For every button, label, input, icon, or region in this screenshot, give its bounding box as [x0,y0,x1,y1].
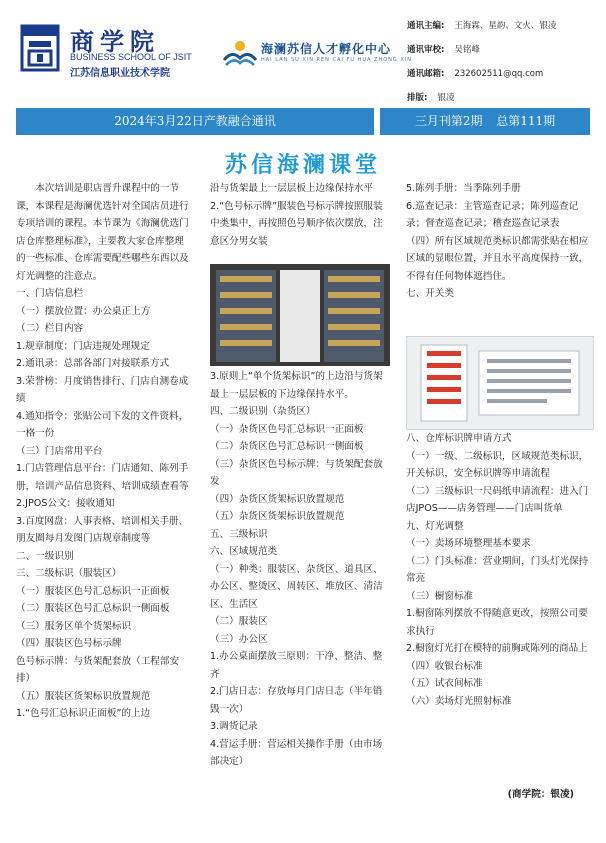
paragraph: （五）杂货区货架标识放置规范 [210,511,345,522]
column-3 [406,430,592,710]
switch-panel-illustration [407,337,593,429]
paragraph: （二）门头标准：营业期间，门头灯光保持常亮 [406,555,589,584]
paragraph: （三）橱窗标准 [406,590,474,602]
info-row-reviewer: 通讯审校: 吴铭峰 [407,45,480,55]
shelf-photo-illustration [210,264,390,366]
paragraph: （六）卖场灯光照射标准 [406,695,512,707]
paragraph: 1.办公桌面摆放三原则：干净、整洁、整齐 [210,651,383,680]
switch-signage-photo [406,336,594,430]
paragraph: （一）种类：服装区、杂货区、道具区、办公区、整烫区、周转区、堆放区、清洁区、生活区 [210,563,383,610]
paragraph: （四）杂货区货架标识放置规范 [210,493,345,505]
incubator-name-en: HAI LAN SU XIN REN CAI FU HUA ZHONG XIN [261,57,413,63]
paragraph: 2.“色号标示牌”服装色号标示牌按照服装中类集中，再按照色号顺序依次摆放，注意区分男女装 [210,200,383,247]
editorial-info [407,14,556,110]
shelf-signage-photo [210,264,390,366]
paragraph: （三）门店常用平台 [16,445,103,457]
paragraph: （二）服装区色号汇总标识一侧面板 [16,603,170,614]
paragraph: 4.营运手册：营运相关操作手册（由市场部决定） [210,738,383,767]
paragraph: （四）收银台标准 [406,660,483,672]
paragraph: （五）服装区货架标识放置规范 [16,690,151,702]
paragraph: 九、灯光调整 [406,520,464,532]
paragraph: （四）所有区域规范类标识都需张贴在相应区域的显眼位置，并且水平高度保持一致，不得有任何物体遮挡住。 [406,235,589,282]
author-signature: (商学院：银凌) [507,789,574,800]
paragraph: 3.调货记录 [210,721,258,732]
paragraph: （二）杂货区色号汇总标识一侧面板 [210,441,364,452]
paragraph: 3.百度网盘：人事表格、培训相关手册、朋友圈每月发图门店规章制度等 [16,515,189,544]
paragraph: 1.规章制度：门店违规处理规定 [16,340,150,352]
paragraph: （五）试衣间标准 [406,678,483,689]
school-name-en: BUSINESS SCHOOL OF JSIT [70,52,192,62]
paragraph: （二）服装区 [210,616,268,627]
paragraph: （一）杂货区色号汇总标识一正面板 [210,423,364,435]
paragraph: 一、门店信息栏 [16,288,84,299]
paragraph: （二）栏目内容 [16,323,84,334]
article-title: 苏信海澜课堂 [224,153,381,178]
incubator-name-cn: 海澜苏信人才孵化中心 [261,42,392,56]
paragraph: （一）一级、二级标识，区域规范类标识，开关标识，安全标识牌等申请流程 [406,450,589,479]
masthead [0,0,606,103]
paragraph: 五、三级标识 [210,528,268,540]
paragraph: 2.JPOS公文：接收通知 [16,498,115,509]
paragraph: 5.陈列手册：当季陈列手册 [406,183,521,194]
column-1 [16,180,192,723]
school-subtitle: 江苏信息职业技术学院 [70,68,170,79]
paragraph: （一）卖场环境整理基本要求 [406,538,531,549]
info-row-editor: 通讯主编: 王海霖、星韵、文火、银凌 [407,21,557,31]
paragraph: 6.巡查记录：主管巡查记录；陈列巡查记录；督查巡查记录；稽查巡查记录表 [406,200,579,229]
paragraph: 色号标示牌：与货架配套放（工程部安排） [16,655,180,684]
paragraph: 四、二级识别（杂货区） [210,406,316,417]
paragraph: 六、区域规范类 [210,546,278,557]
school-name-cn: 商学院 [70,27,160,56]
column-2 [210,368,390,771]
info-row-layout: 排版: 银凌 [407,93,455,103]
paragraph: （四）服装区色号标示牌 [16,638,122,649]
paragraph: （三）办公区 [210,633,268,645]
paragraph: （一）服装区色号汇总标识一正面板 [16,585,170,597]
info-row-email: 通讯邮箱: 232602511@qq.com [407,69,544,79]
paragraph: 七、开关类 [406,288,454,299]
paragraph: 2.门店日志：存放每月门店日志（半年销毁一次） [210,686,383,715]
paragraph: （三）服务区单个货架标识 [16,620,132,632]
paragraph: 八、仓库标识牌申请方式 [406,433,512,444]
issue-number-band: 三月刊第2期 总第111期 [380,108,590,135]
paragraph: 2.橱窗灯光打在模特的前胸或陈列的商品上 [406,643,588,654]
incubator-logo-icon [222,36,258,68]
paragraph: 1.门店管理信息平台：门店通知、陈列手册，培训产品信息资料、培训成绩查看等 [16,463,189,492]
column-2-top [210,180,390,250]
paragraph: 二、一级识别 [16,550,74,562]
column-3-top [406,180,592,303]
paragraph: 4.通知指令：张贴公司下发的文件资料，一格一份 [16,410,189,439]
paragraph: 1.橱窗陈列摆放不得随意更改，按照公司要求执行 [406,608,588,637]
paragraph: 沿与货架最上一层层板上边缘保持水平 [210,183,374,194]
paragraph: 1.“色号汇总标识正面板”的上边 [16,708,151,719]
intro-paragraph: 本次培训是职店晋升课程中的一节课，本课程是海澜优选针对全国店员进行专项培训的课程。本节课为《海澜优选门店仓库整理标准》，主要教大家仓库整理的一些标准、仓库需要配些哪些东西以及灯光调整的注意点。 [16,183,189,282]
paragraph: （一）摆放位置：办公桌正上方 [16,305,151,317]
paragraph: 三、二级标识（服装区） [16,568,122,579]
paragraph: 2.通讯录：总部各部门对接联系方式 [16,358,170,369]
issue-date-band: 2024年3月22日产教融合通讯 [16,108,374,135]
paragraph: 3.原则上“单个货架标识”的上边沿与货架最上一层层板的下边缘保持水平。 [210,371,383,400]
paragraph: （二）三级标识一尺码纸申请流程：进入门店JPOS——店务管理——门店叫货单 [406,485,589,514]
school-logo-icon [20,24,60,72]
paragraph: （三）杂货区色号标示牌：与货架配套放发 [210,458,383,487]
paragraph: 3.荣誉榜：月度销售排行、门店自测卷成绩 [16,375,189,404]
